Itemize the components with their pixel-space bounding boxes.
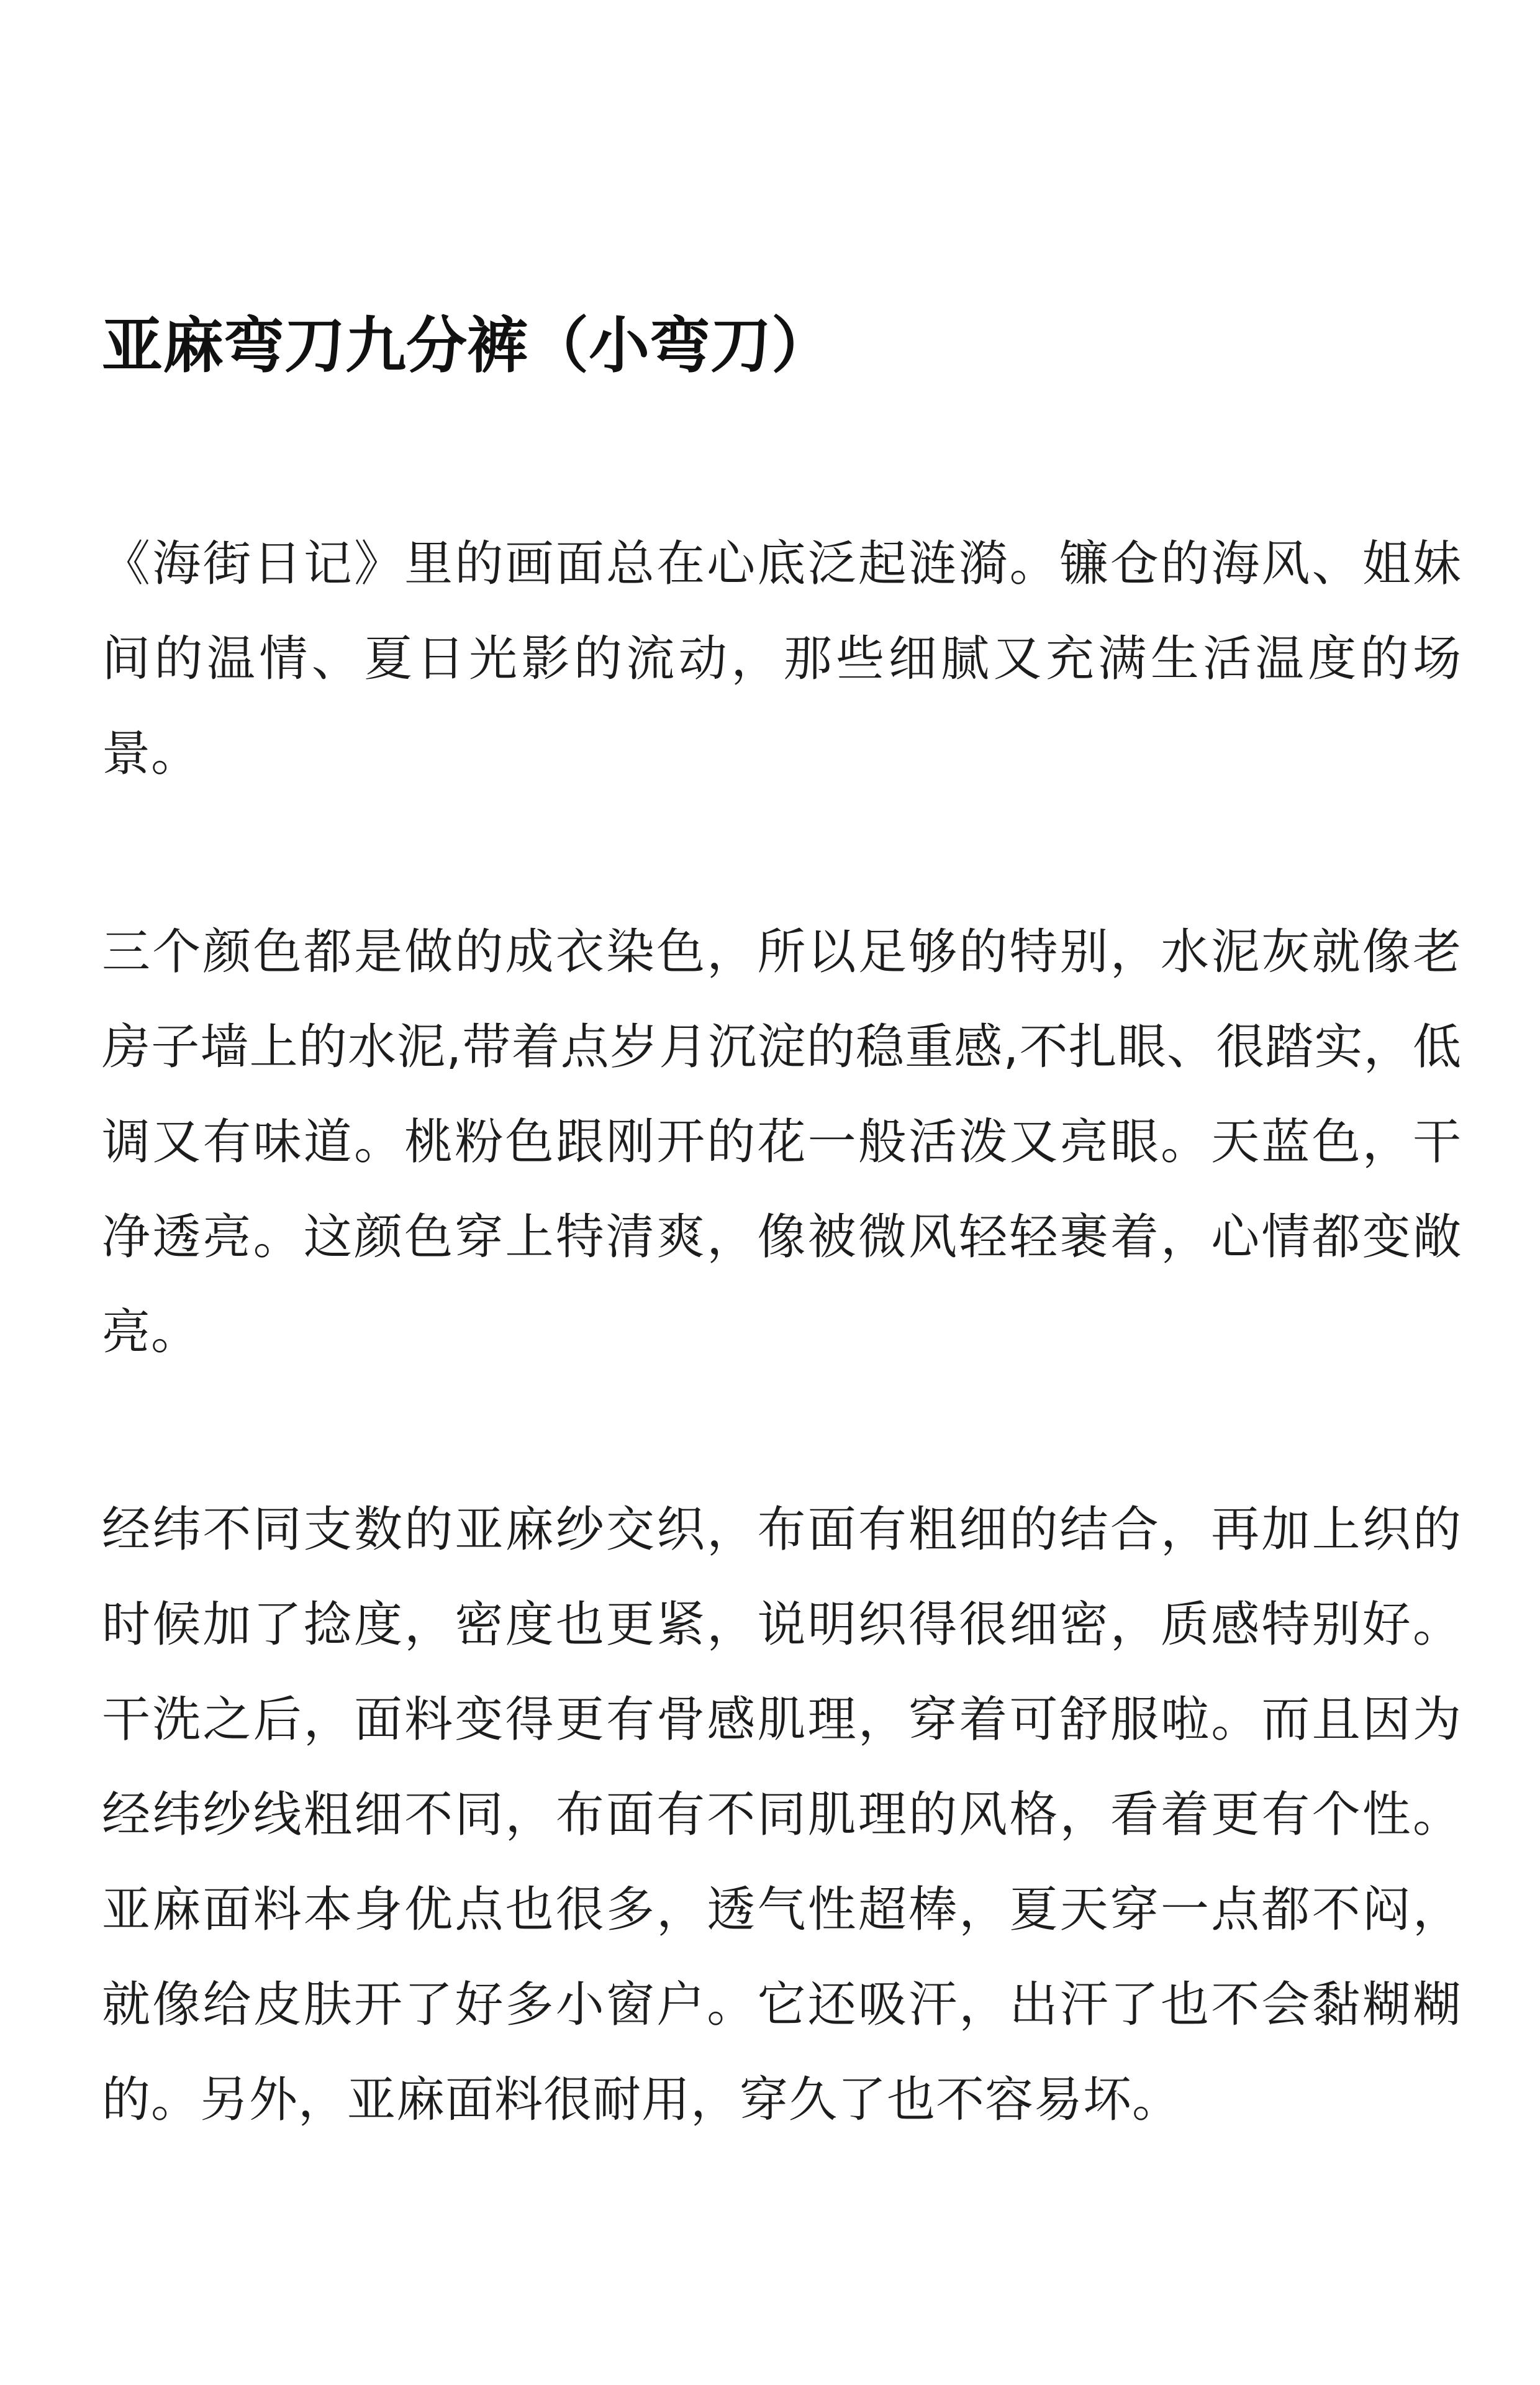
- paragraph-intro: 《海街日记》里的画面总在心底泛起涟漪。镰仓的海风、姐妹间的温情、夏日光影的流动，那些细腻又充满生活温度的场景。: [102, 536, 1462, 782]
- article-title: 亚麻弯刀九分裤（小弯刀）: [102, 311, 833, 381]
- paragraph-colors: 三个颜色都是做的成衣染色，所以足够的特别，水泥灰就像老房子墙上的水泥,带着点岁月沉淀的稳重感,不扎眼、很踏实，低调又有味道。桃粉色跟刚开的花一般活泼又亮眼。天蓝色，干净透亮。这颜色穿上特清爽，像被微风轻轻裹着，心情都变敞亮。: [102, 924, 1462, 1360]
- paragraph-fabric: 经纬不同支数的亚麻纱交织，布面有粗细的结合，再加上织的时候加了捻度，密度也更紧，说明织得很细密，质感特别好。干洗之后，面料变得更有骨感肌理，穿着可舒服啦。而且因为经纬纱线粗细不同，布面有不同肌理的风格，看着更有个性。亚麻面料本身优点也很多，透气性超棒，夏天穿一点都不闷，就像给皮肤开了好多小窗户。它还吸汗，出汗了也不会黏糊糊的。另外，亚麻面料很耐用，穿久了也不容易坏。: [102, 1502, 1462, 2128]
